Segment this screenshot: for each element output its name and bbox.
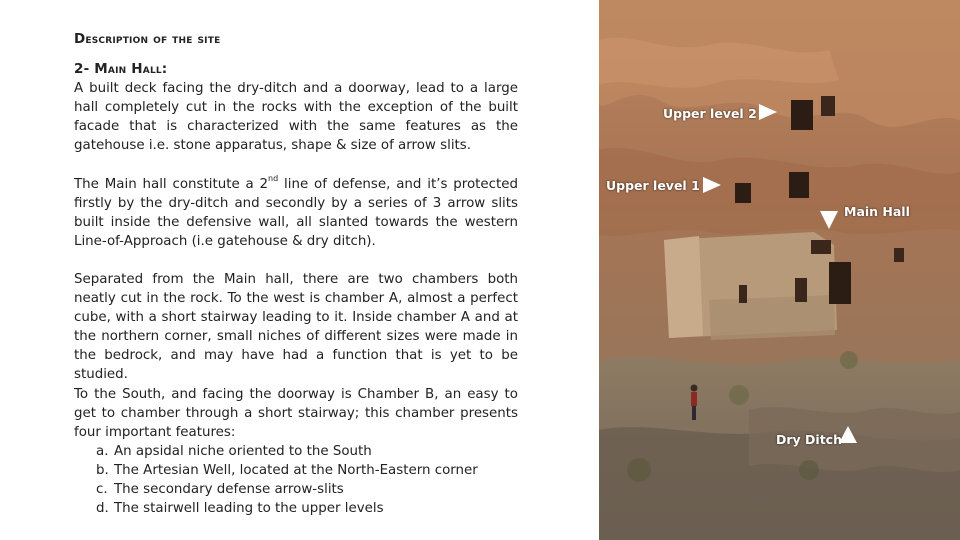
site-photo bbox=[599, 0, 960, 540]
text-column bbox=[74, 30, 518, 518]
paragraph-2-part-2: line of defense, and it’s protected firstly by the dry-ditch and secondly by a series of 3 arrow slits built inside the defensive wall, all slanted towards the western Line-of-Approach (i.e gatehouse & dry ditch). bbox=[74, 176, 518, 249]
list-marker: a. bbox=[96, 443, 109, 459]
label-upper-level-2: Upper level 2 bbox=[663, 106, 757, 121]
list-item bbox=[96, 461, 518, 480]
paragraph-1: A built deck facing the dry-ditch and a doorway, lead to a large hall completely cut in the rocks with the exception of the built facade that is characterized with the same features as the gatehouse i.e. stone apparatus, shape & size of arrow slits. bbox=[74, 81, 518, 154]
paragraph-3: Separated from the Main hall, there are two chambers both neatly cut in the rock. To the west is chamber A, almost a perfect cube, with a short stairway leading to it. Inside chamber A and at the northern corner, small niches of different sizes were made in the bedrock, and may have had a function that is yet to be studied. bbox=[74, 271, 518, 383]
list-item-text: The Artesian Well, located at the North-Eastern corner bbox=[114, 462, 478, 478]
list-item bbox=[96, 499, 518, 518]
label-main-hall: Main Hall bbox=[844, 204, 910, 219]
list-marker: d. bbox=[96, 501, 109, 517]
paragraph-2 bbox=[74, 175, 518, 251]
list-marker: c. bbox=[96, 481, 108, 497]
list-item-text: The stairwell leading to the upper levels bbox=[114, 501, 384, 517]
list-item-text: An apsidal niche oriented to the South bbox=[114, 443, 372, 459]
label-upper-level-1: Upper level 1 bbox=[606, 178, 700, 193]
section-title: 2- Main Hall: bbox=[74, 61, 168, 78]
page-heading: Description of the site bbox=[74, 31, 221, 47]
paragraph-4: To the South, and facing the doorway is Chamber B, an easy to get to chamber through a short stairway; this chamber presents four important features: bbox=[74, 386, 518, 440]
paragraph-2-part-1: The Main hall constitute a 2 bbox=[74, 176, 269, 192]
arrow-right-icon bbox=[703, 177, 721, 193]
list-item-text: The secondary defense arrow-slits bbox=[114, 481, 344, 497]
list-item bbox=[96, 480, 518, 499]
arrow-down-icon bbox=[820, 211, 838, 229]
cliff-illustration bbox=[599, 0, 960, 540]
paragraph-2-superscript: nd bbox=[268, 174, 279, 184]
label-dry-ditch: Dry Ditch bbox=[776, 432, 842, 447]
list-item bbox=[96, 442, 518, 461]
arrow-right-icon bbox=[759, 104, 777, 120]
list-marker: b. bbox=[96, 462, 109, 478]
arrow-up-icon bbox=[839, 426, 857, 443]
features-list bbox=[74, 442, 518, 518]
